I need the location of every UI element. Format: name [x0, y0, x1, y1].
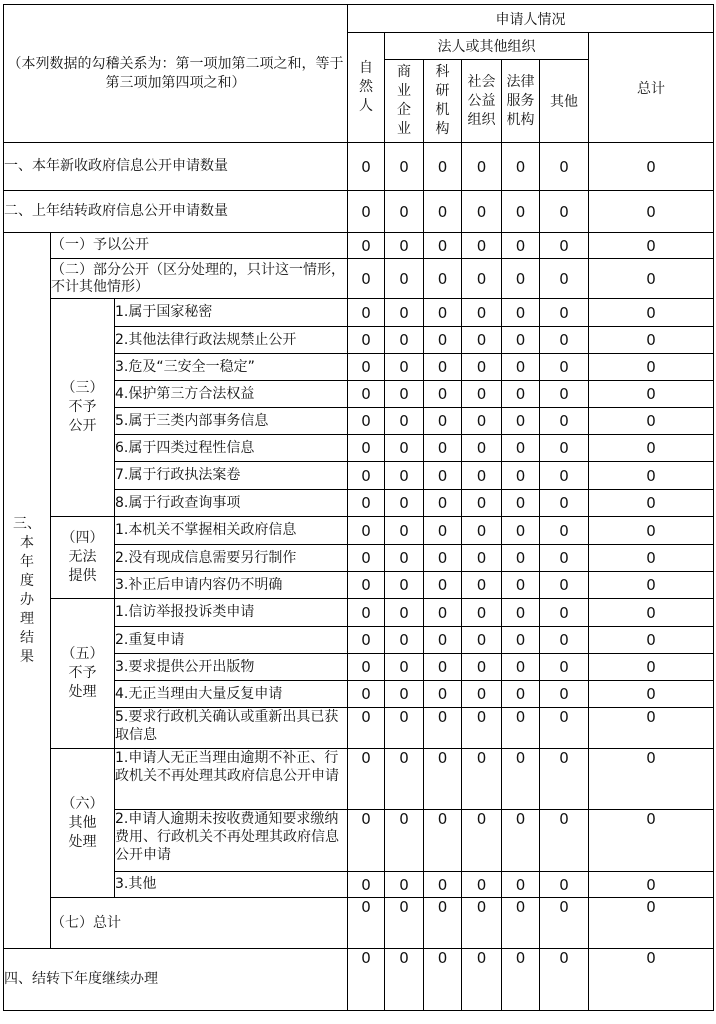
header-social: 社会 公益 组织 — [462, 60, 502, 143]
value-commercial: 0 — [385, 749, 424, 810]
value-commercial: 0 — [385, 490, 424, 517]
value-total: 0 — [589, 545, 714, 572]
header-natural-person: 自 然 人 — [348, 33, 385, 143]
value-commercial: 0 — [385, 327, 424, 354]
value-commercial: 0 — [385, 654, 424, 681]
value-legal: 0 — [502, 462, 540, 490]
value-research: 0 — [424, 233, 462, 259]
row-label: 1.信访举报投诉类申请 — [115, 599, 348, 627]
value-social: 0 — [462, 627, 502, 654]
row-new-requests — [4, 143, 714, 191]
row-label: 3.危及“三安全一稳定” — [115, 354, 348, 381]
value-commercial: 0 — [385, 381, 424, 408]
value-total: 0 — [589, 408, 714, 435]
value-other: 0 — [540, 654, 589, 681]
value-natural: 0 — [348, 654, 385, 681]
value-total: 0 — [589, 627, 714, 654]
value-legal: 0 — [502, 381, 540, 408]
value-research: 0 — [424, 898, 462, 949]
header-note: （本列数据的勾稽关系为：第一项加第二项之和，等于第三项加第四项之和） — [4, 5, 348, 143]
value-natural: 0 — [348, 435, 385, 462]
value-total: 0 — [589, 435, 714, 462]
value-commercial: 0 — [385, 872, 424, 898]
value-other: 0 — [540, 490, 589, 517]
value-commercial: 0 — [385, 949, 424, 1011]
value-other: 0 — [540, 708, 589, 749]
value-commercial: 0 — [385, 572, 424, 599]
row-label: （二）部分公开（区分处理的，只计这一情形，不计其他情形） — [51, 259, 348, 299]
value-legal: 0 — [502, 898, 540, 949]
row-carried-over — [4, 191, 714, 233]
value-natural: 0 — [348, 354, 385, 381]
value-research: 0 — [424, 327, 462, 354]
section-3-label — [4, 233, 51, 949]
value-social: 0 — [462, 599, 502, 627]
value-total: 0 — [589, 810, 714, 872]
value-natural: 0 — [348, 545, 385, 572]
value-total: 0 — [589, 599, 714, 627]
value-natural: 0 — [348, 233, 385, 259]
value-legal: 0 — [502, 681, 540, 708]
value-legal: 0 — [502, 233, 540, 259]
value-other: 0 — [540, 749, 589, 810]
disclosure-table-container — [3, 4, 714, 1011]
value-legal: 0 — [502, 949, 540, 1011]
section-3-label-text: 三、 本 年 度 办 理 结 果 — [13, 515, 41, 665]
value-other: 0 — [540, 381, 589, 408]
value-other: 0 — [540, 545, 589, 572]
value-total: 0 — [589, 299, 714, 327]
value-total: 0 — [589, 572, 714, 599]
row-label: 3.补正后申请内容仍不明确 — [115, 572, 348, 599]
value-legal: 0 — [502, 435, 540, 462]
value-total: 0 — [589, 654, 714, 681]
value-social: 0 — [462, 490, 502, 517]
value-commercial: 0 — [385, 299, 424, 327]
value-commercial: 0 — [385, 191, 424, 233]
value-commercial: 0 — [385, 517, 424, 545]
value-total: 0 — [589, 233, 714, 259]
value-total: 0 — [589, 708, 714, 749]
value-social: 0 — [462, 749, 502, 810]
value-total: 0 — [589, 354, 714, 381]
value-other: 0 — [540, 435, 589, 462]
value-social: 0 — [462, 572, 502, 599]
value-social: 0 — [462, 949, 502, 1011]
row-label: 4.无正当理由大量反复申请 — [115, 681, 348, 708]
value-legal: 0 — [502, 299, 540, 327]
value-other: 0 — [540, 191, 589, 233]
row-label: 6.属于四类过程性信息 — [115, 435, 348, 462]
value-legal: 0 — [502, 708, 540, 749]
value-other: 0 — [540, 408, 589, 435]
value-natural: 0 — [348, 143, 385, 191]
row-label: 8.属于行政查询事项 — [115, 490, 348, 517]
value-research: 0 — [424, 490, 462, 517]
value-commercial: 0 — [385, 627, 424, 654]
value-legal: 0 — [502, 490, 540, 517]
value-social: 0 — [462, 354, 502, 381]
row-label: 4.保护第三方合法权益 — [115, 381, 348, 408]
value-commercial: 0 — [385, 233, 424, 259]
value-social: 0 — [462, 681, 502, 708]
value-research: 0 — [424, 143, 462, 191]
not-disclosed-row — [4, 299, 714, 327]
header-row-1 — [4, 5, 714, 33]
value-research: 0 — [424, 599, 462, 627]
header-applicant: 申请人情况 — [348, 5, 714, 33]
value-natural: 0 — [348, 299, 385, 327]
value-total: 0 — [589, 490, 714, 517]
header-legal-service: 法律 服务 机构 — [502, 60, 540, 143]
header-research: 科 研 机 构 — [424, 60, 462, 143]
value-other: 0 — [540, 299, 589, 327]
value-other: 0 — [540, 627, 589, 654]
value-legal: 0 — [502, 259, 540, 299]
value-commercial: 0 — [385, 810, 424, 872]
value-natural: 0 — [348, 490, 385, 517]
value-total: 0 — [589, 381, 714, 408]
value-other: 0 — [540, 898, 589, 949]
value-legal: 0 — [502, 191, 540, 233]
value-other: 0 — [540, 462, 589, 490]
value-research: 0 — [424, 545, 462, 572]
value-total: 0 — [589, 191, 714, 233]
value-other: 0 — [540, 572, 589, 599]
not-processed-label-text: （五） 不予 处理 — [61, 646, 104, 700]
value-other: 0 — [540, 872, 589, 898]
value-commercial: 0 — [385, 708, 424, 749]
value-commercial: 0 — [385, 898, 424, 949]
row-label: 二、上年结转政府信息公开申请数量 — [4, 191, 348, 233]
value-research: 0 — [424, 259, 462, 299]
header-legal-org: 法人或其他组织 — [385, 33, 589, 60]
header-commercial: 商 业 企 业 — [385, 60, 424, 143]
other-processing-row — [4, 749, 714, 810]
value-social: 0 — [462, 327, 502, 354]
value-legal: 0 — [502, 143, 540, 191]
row-label: （七）总计 — [51, 898, 348, 949]
value-research: 0 — [424, 872, 462, 898]
row-label: 1.本机关不掌握相关政府信息 — [115, 517, 348, 545]
not-processed-label — [51, 599, 115, 749]
value-total: 0 — [589, 327, 714, 354]
value-research: 0 — [424, 749, 462, 810]
value-research: 0 — [424, 435, 462, 462]
value-other: 0 — [540, 599, 589, 627]
value-total: 0 — [589, 143, 714, 191]
value-research: 0 — [424, 708, 462, 749]
header-total: 总计 — [589, 33, 714, 143]
value-social: 0 — [462, 545, 502, 572]
value-commercial: 0 — [385, 143, 424, 191]
value-research: 0 — [424, 517, 462, 545]
row-label: 一、本年新收政府信息公开申请数量 — [4, 143, 348, 191]
header-other: 其他 — [540, 60, 589, 143]
value-social: 0 — [462, 191, 502, 233]
value-commercial: 0 — [385, 681, 424, 708]
cannot-provide-label — [51, 517, 115, 599]
value-natural: 0 — [348, 517, 385, 545]
row-label: 7.属于行政执法案卷 — [115, 462, 348, 490]
value-commercial: 0 — [385, 259, 424, 299]
row-label: 2.没有现成信息需要另行制作 — [115, 545, 348, 572]
value-legal: 0 — [502, 572, 540, 599]
row-label: 1.申请人无正当理由逾期不补正、行政机关不再处理其政府信息公开申请 — [115, 749, 348, 810]
value-social: 0 — [462, 408, 502, 435]
value-legal: 0 — [502, 408, 540, 435]
value-legal: 0 — [502, 599, 540, 627]
value-research: 0 — [424, 681, 462, 708]
value-total: 0 — [589, 259, 714, 299]
value-total: 0 — [589, 517, 714, 545]
value-social: 0 — [462, 299, 502, 327]
value-natural: 0 — [348, 708, 385, 749]
row-subtotal — [4, 898, 714, 949]
value-research: 0 — [424, 462, 462, 490]
row-label: 2.其他法律行政法规禁止公开 — [115, 327, 348, 354]
not-processed-row — [4, 599, 714, 627]
value-natural: 0 — [348, 462, 385, 490]
value-commercial: 0 — [385, 354, 424, 381]
value-legal: 0 — [502, 810, 540, 872]
row-carry-forward — [4, 949, 714, 1011]
value-other: 0 — [540, 259, 589, 299]
value-social: 0 — [462, 462, 502, 490]
row-label: 四、结转下年度继续办理 — [4, 949, 348, 1011]
not-disclosed-label — [51, 299, 115, 517]
value-natural: 0 — [348, 898, 385, 949]
value-total: 0 — [589, 462, 714, 490]
value-other: 0 — [540, 354, 589, 381]
value-legal: 0 — [502, 654, 540, 681]
value-social: 0 — [462, 898, 502, 949]
value-natural: 0 — [348, 599, 385, 627]
value-natural: 0 — [348, 810, 385, 872]
other-processing-label — [51, 749, 115, 898]
cannot-provide-label-text: （四） 无法 提供 — [61, 530, 104, 584]
row-label: 5.要求行政机关确认或重新出具已获取信息 — [115, 708, 348, 749]
value-other: 0 — [540, 143, 589, 191]
row-partially-disclosed — [4, 259, 714, 299]
row-label: （一）予以公开 — [51, 233, 348, 259]
value-natural: 0 — [348, 191, 385, 233]
value-social: 0 — [462, 435, 502, 462]
row-label: 2.重复申请 — [115, 627, 348, 654]
value-legal: 0 — [502, 872, 540, 898]
value-legal: 0 — [502, 327, 540, 354]
value-research: 0 — [424, 810, 462, 872]
value-legal: 0 — [502, 517, 540, 545]
value-social: 0 — [462, 872, 502, 898]
value-research: 0 — [424, 949, 462, 1011]
value-social: 0 — [462, 233, 502, 259]
value-research: 0 — [424, 572, 462, 599]
value-legal: 0 — [502, 545, 540, 572]
row-label: 3.其他 — [115, 872, 348, 898]
value-total: 0 — [589, 898, 714, 949]
value-social: 0 — [462, 654, 502, 681]
value-total: 0 — [589, 681, 714, 708]
value-natural: 0 — [348, 408, 385, 435]
value-social: 0 — [462, 259, 502, 299]
row-label: 1.属于国家秘密 — [115, 299, 348, 327]
value-other: 0 — [540, 949, 589, 1011]
value-total: 0 — [589, 749, 714, 810]
value-natural: 0 — [348, 872, 385, 898]
value-commercial: 0 — [385, 462, 424, 490]
value-social: 0 — [462, 810, 502, 872]
value-commercial: 0 — [385, 599, 424, 627]
value-research: 0 — [424, 408, 462, 435]
value-natural: 0 — [348, 259, 385, 299]
value-natural: 0 — [348, 681, 385, 708]
value-other: 0 — [540, 233, 589, 259]
value-commercial: 0 — [385, 435, 424, 462]
value-natural: 0 — [348, 327, 385, 354]
value-other: 0 — [540, 681, 589, 708]
value-total: 0 — [589, 872, 714, 898]
value-legal: 0 — [502, 627, 540, 654]
other-processing-label-text: （六） 其他 处理 — [61, 795, 104, 850]
value-social: 0 — [462, 517, 502, 545]
disclosure-table — [3, 4, 714, 1011]
value-research: 0 — [424, 627, 462, 654]
value-social: 0 — [462, 708, 502, 749]
row-disclosed — [4, 233, 714, 259]
row-label: 5.属于三类内部事务信息 — [115, 408, 348, 435]
value-legal: 0 — [502, 354, 540, 381]
value-social: 0 — [462, 143, 502, 191]
cannot-provide-row — [4, 517, 714, 545]
value-research: 0 — [424, 354, 462, 381]
not-disclosed-label-text: （三） 不予 公开 — [61, 380, 104, 434]
value-other: 0 — [540, 327, 589, 354]
value-natural: 0 — [348, 627, 385, 654]
value-other: 0 — [540, 517, 589, 545]
value-commercial: 0 — [385, 408, 424, 435]
row-label: 2.申请人逾期未按收费通知要求缴纳费用、行政机关不再处理其政府信息公开申请 — [115, 810, 348, 872]
value-research: 0 — [424, 654, 462, 681]
value-legal: 0 — [502, 749, 540, 810]
value-research: 0 — [424, 191, 462, 233]
value-natural: 0 — [348, 749, 385, 810]
value-social: 0 — [462, 381, 502, 408]
value-research: 0 — [424, 299, 462, 327]
value-natural: 0 — [348, 949, 385, 1011]
value-natural: 0 — [348, 381, 385, 408]
value-commercial: 0 — [385, 545, 424, 572]
row-label: 3.要求提供公开出版物 — [115, 654, 348, 681]
value-total: 0 — [589, 949, 714, 1011]
value-natural: 0 — [348, 572, 385, 599]
value-research: 0 — [424, 381, 462, 408]
value-other: 0 — [540, 810, 589, 872]
